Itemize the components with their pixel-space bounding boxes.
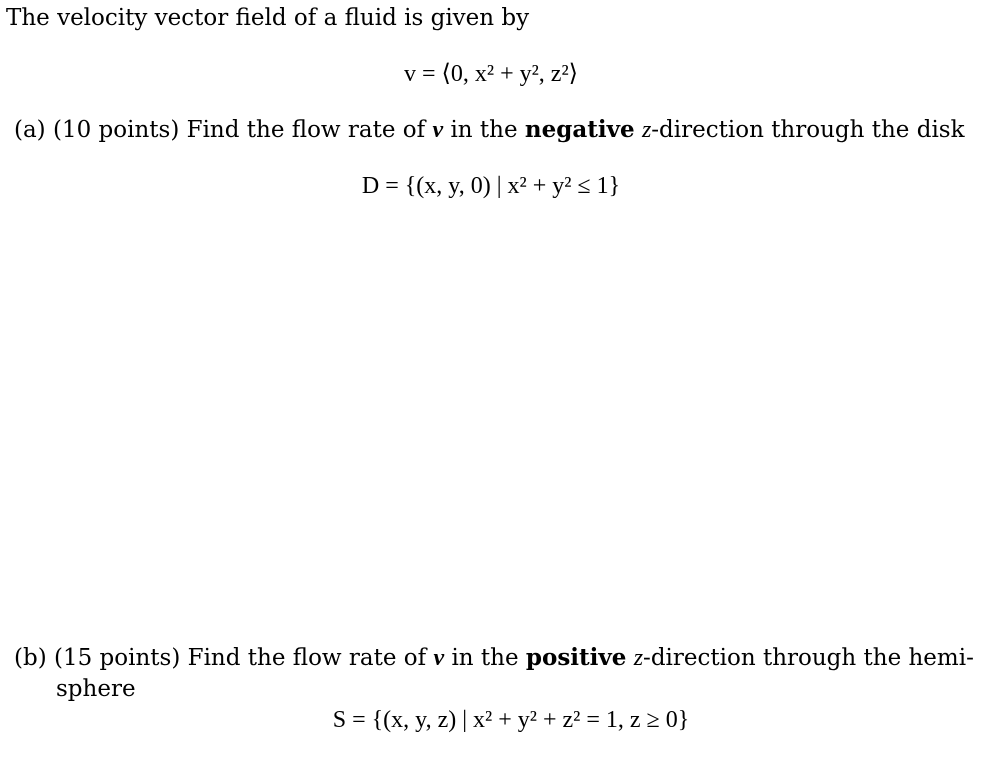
field-equation: v = ⟨0, x² + y², z²⟩	[403, 61, 579, 87]
part-b-continuation: sphere	[56, 676, 136, 702]
part-a-axis: z	[641, 117, 652, 143]
part-a-text-before: Find the flow rate of	[186, 117, 426, 143]
part-b-points: (15 points)	[53, 645, 181, 671]
part-b-text-before: Find the flow rate of	[187, 645, 427, 671]
part-b-statement	[14, 644, 974, 672]
part-a-label: (a)	[14, 117, 46, 143]
part-b-emphasis: positive	[525, 644, 627, 671]
part-a-set-equation: D = {(x, y, 0) | x² + y² ≤ 1}	[361, 173, 621, 199]
part-b-label: (b)	[14, 645, 47, 671]
part-a-statement	[14, 116, 965, 144]
part-b-set-equation: S = {(x, y, z) | x² + y² + z² = 1, z ≥ 0}	[332, 707, 690, 733]
part-b-text-mid: in the	[451, 645, 519, 671]
part-a-emphasis: negative	[524, 116, 635, 143]
part-a-text-mid: in the	[450, 117, 518, 143]
part-a-points: (10 points)	[52, 117, 180, 143]
part-b-vector: v	[433, 645, 445, 671]
part-b-text-after: -direction through the hemi-	[643, 645, 974, 671]
part-a-vector: v	[432, 117, 444, 143]
part-a-text-after: -direction through the disk	[651, 117, 965, 143]
part-b-axis: z	[633, 645, 644, 671]
intro-text: The velocity vector field of a fluid is given by	[6, 5, 530, 31]
